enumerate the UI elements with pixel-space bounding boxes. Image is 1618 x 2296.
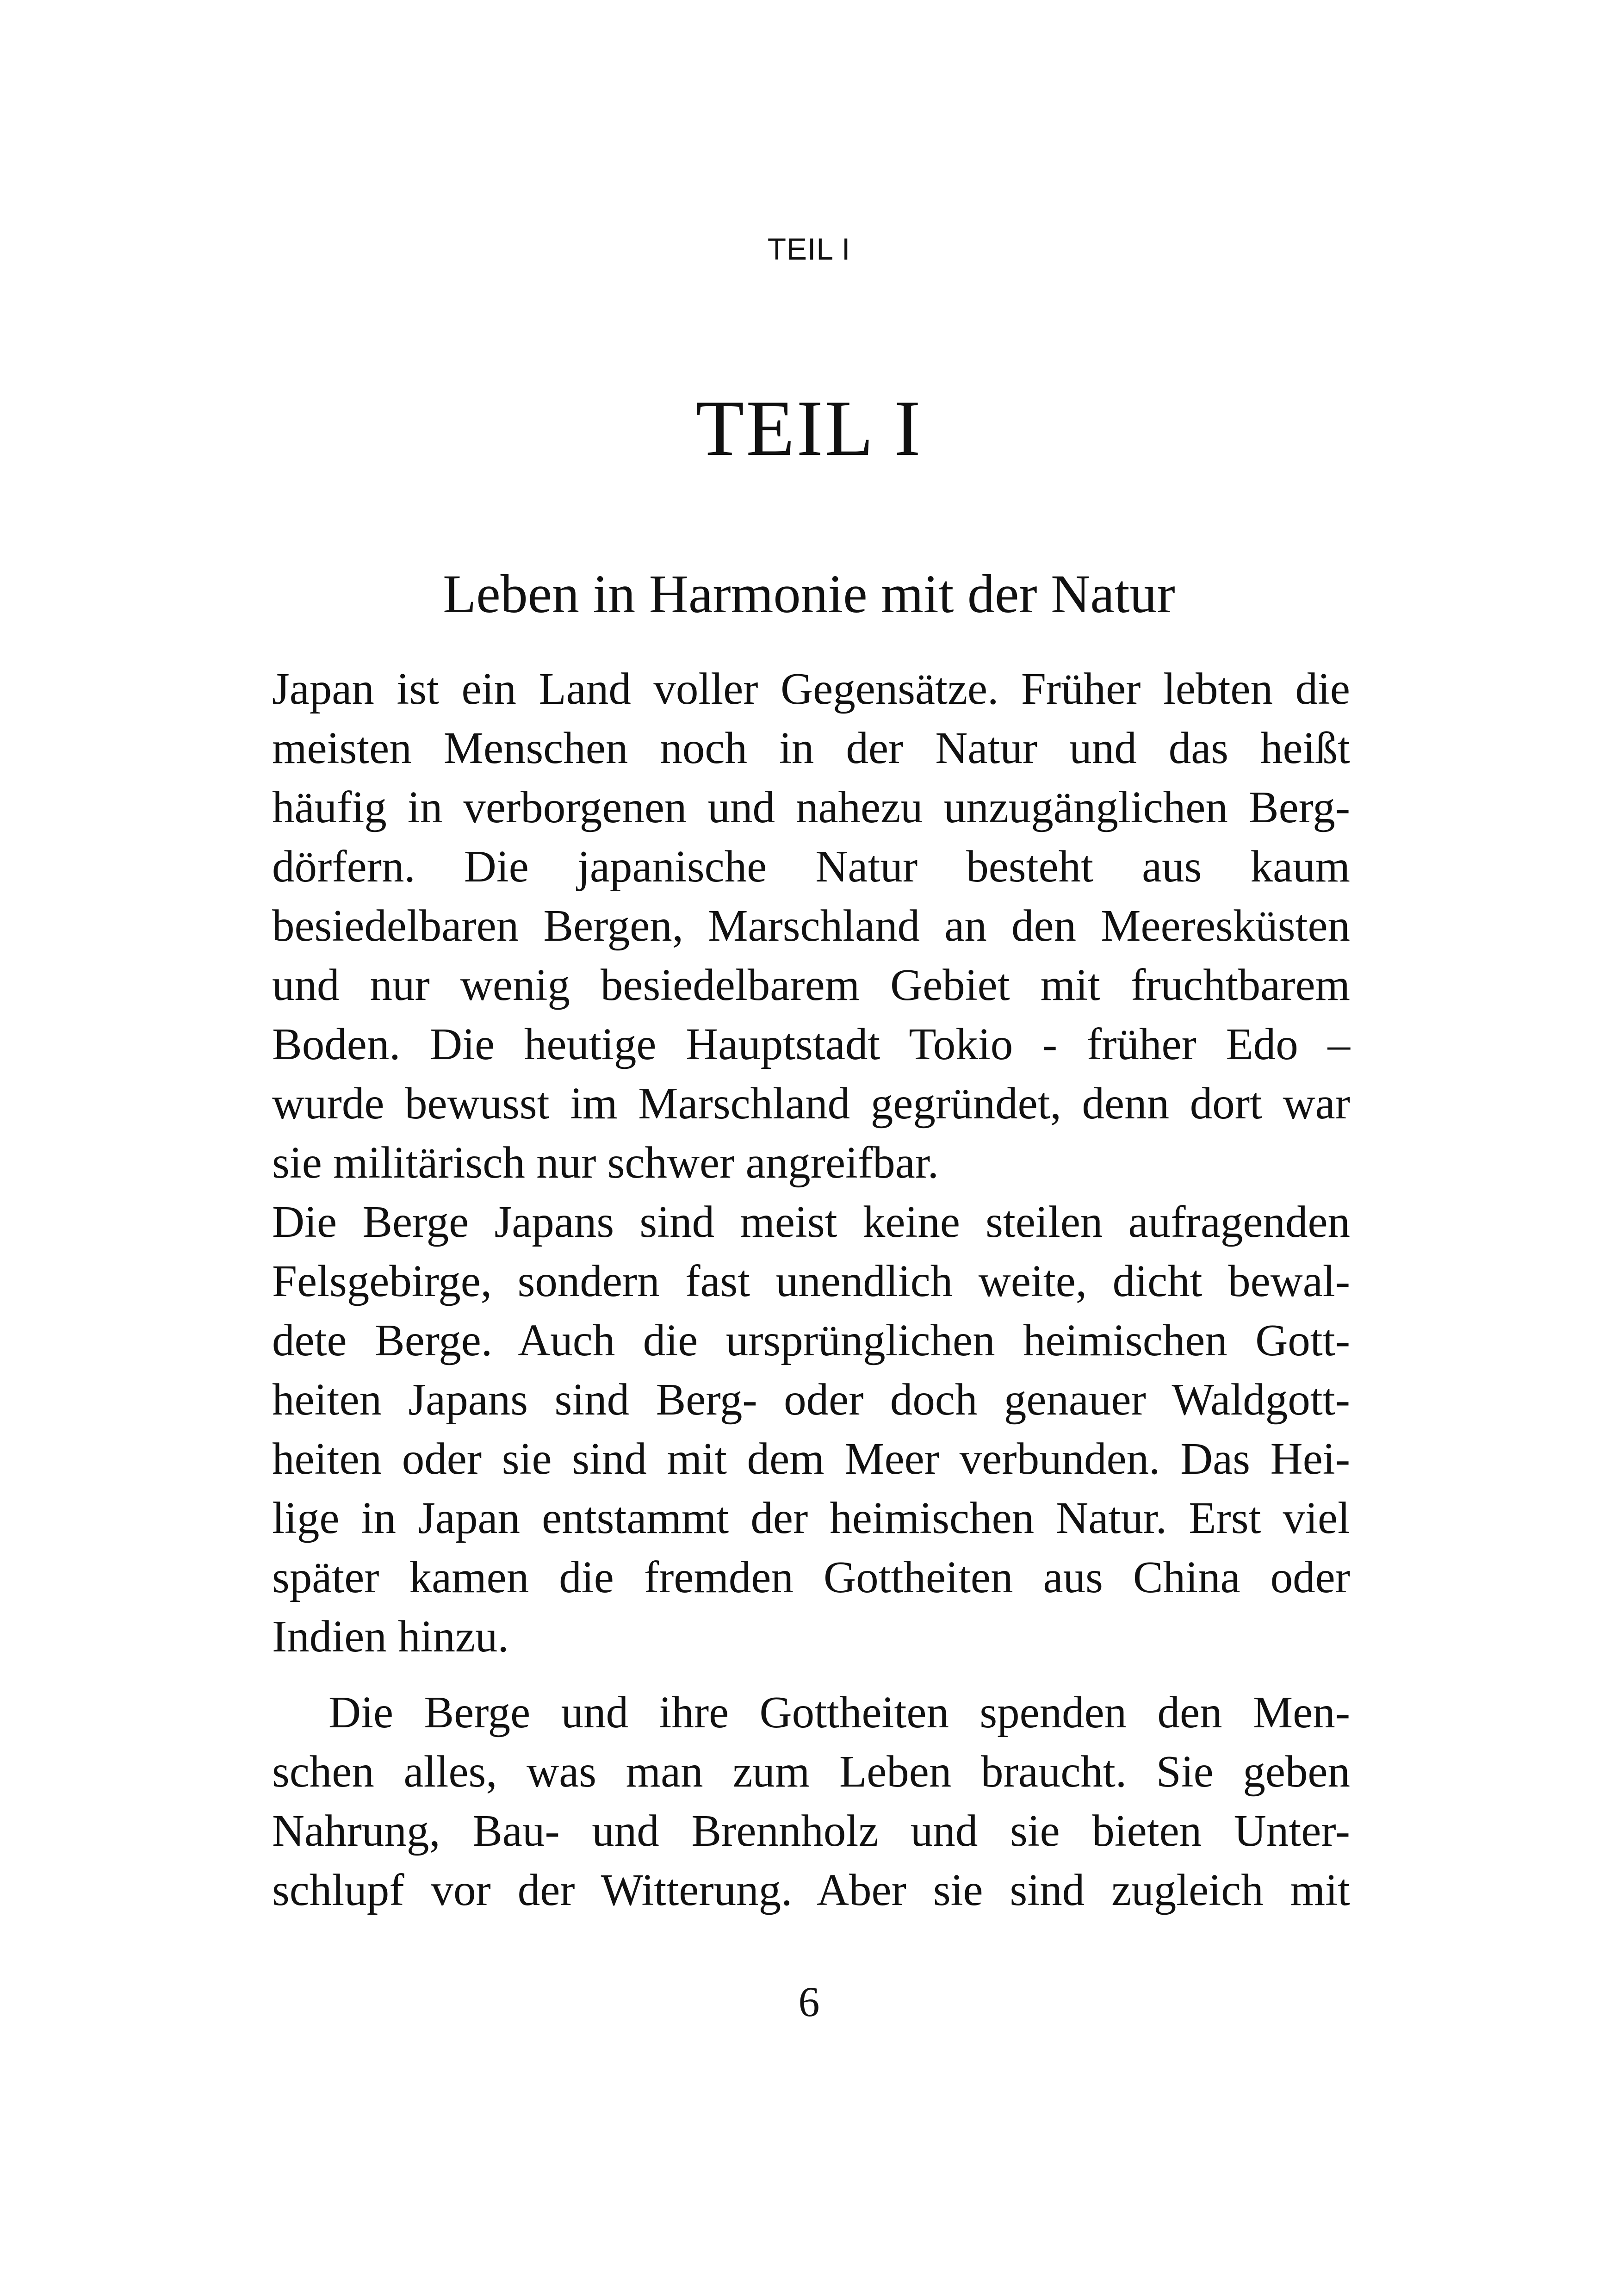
text-line: Japan ist ein Land voller Gegensätze. Früher lebten die <box>272 664 1350 714</box>
paragraph-1 <box>272 659 1350 1192</box>
text-line: sie militärisch nur schwer angreifbar. <box>272 1138 939 1187</box>
page-number: 6 <box>798 1978 820 2025</box>
text-line: später kamen die fremden Gottheiten aus China oder <box>272 1552 1350 1602</box>
text-line: schlupf vor der Witterung. Aber sie sind zugleich mit <box>272 1865 1350 1915</box>
text-line: und nur wenig besiedelbarem Gebiet mit fruchtbarem <box>272 960 1350 1010</box>
paragraph-2 <box>272 1192 1350 1666</box>
text-line: häufig in verborgenen und nahezu unzugänglichen Berg- <box>272 782 1350 832</box>
text-line: Die Berge und ihre Gottheiten spenden den Men- <box>329 1688 1350 1737</box>
running-head: TEIL I <box>767 232 851 266</box>
text-line: dörfern. Die japanische Natur besteht aus kaum <box>272 842 1350 891</box>
text-line: heiten oder sie sind mit dem Meer verbunden. Das Hei- <box>272 1434 1350 1483</box>
text-line: meisten Menschen noch in der Natur und das heißt <box>272 723 1350 773</box>
paragraph-3 <box>272 1683 1350 1920</box>
text-line: Die Berge Japans sind meist keine steilen aufragenden <box>272 1197 1350 1247</box>
text-line: schen alles, was man zum Leben braucht. Sie geben <box>272 1747 1350 1796</box>
text-line: Indien hinzu. <box>272 1612 509 1661</box>
text-line: heiten Japans sind Berg- oder doch genauer Waldgott- <box>272 1375 1350 1424</box>
text-line: besiedelbaren Bergen, Marschland an den Meeresküsten <box>272 901 1350 950</box>
chapter-title: Leben in Harmonie mit der Natur <box>443 564 1175 624</box>
text-line: dete Berge. Auch die ursprünglichen heimischen Gott- <box>272 1316 1350 1365</box>
text-line: Boden. Die heutige Hauptstadt Tokio - früher Edo – <box>272 1019 1350 1069</box>
text-line: lige in Japan entstammt der heimischen Natur. Erst viel <box>272 1493 1350 1543</box>
text-line: Nahrung, Bau- und Brennholz und sie bieten Unter- <box>272 1806 1350 1855</box>
body-text <box>272 659 1350 1920</box>
part-title: TEIL I <box>695 385 923 472</box>
text-line: Felsgebirge, sondern fast unendlich weite, dicht bewal- <box>272 1256 1350 1306</box>
text-line: wurde bewusst im Marschland gegründet, denn dort war <box>272 1079 1350 1128</box>
paragraph-spacer <box>272 1666 1350 1683</box>
